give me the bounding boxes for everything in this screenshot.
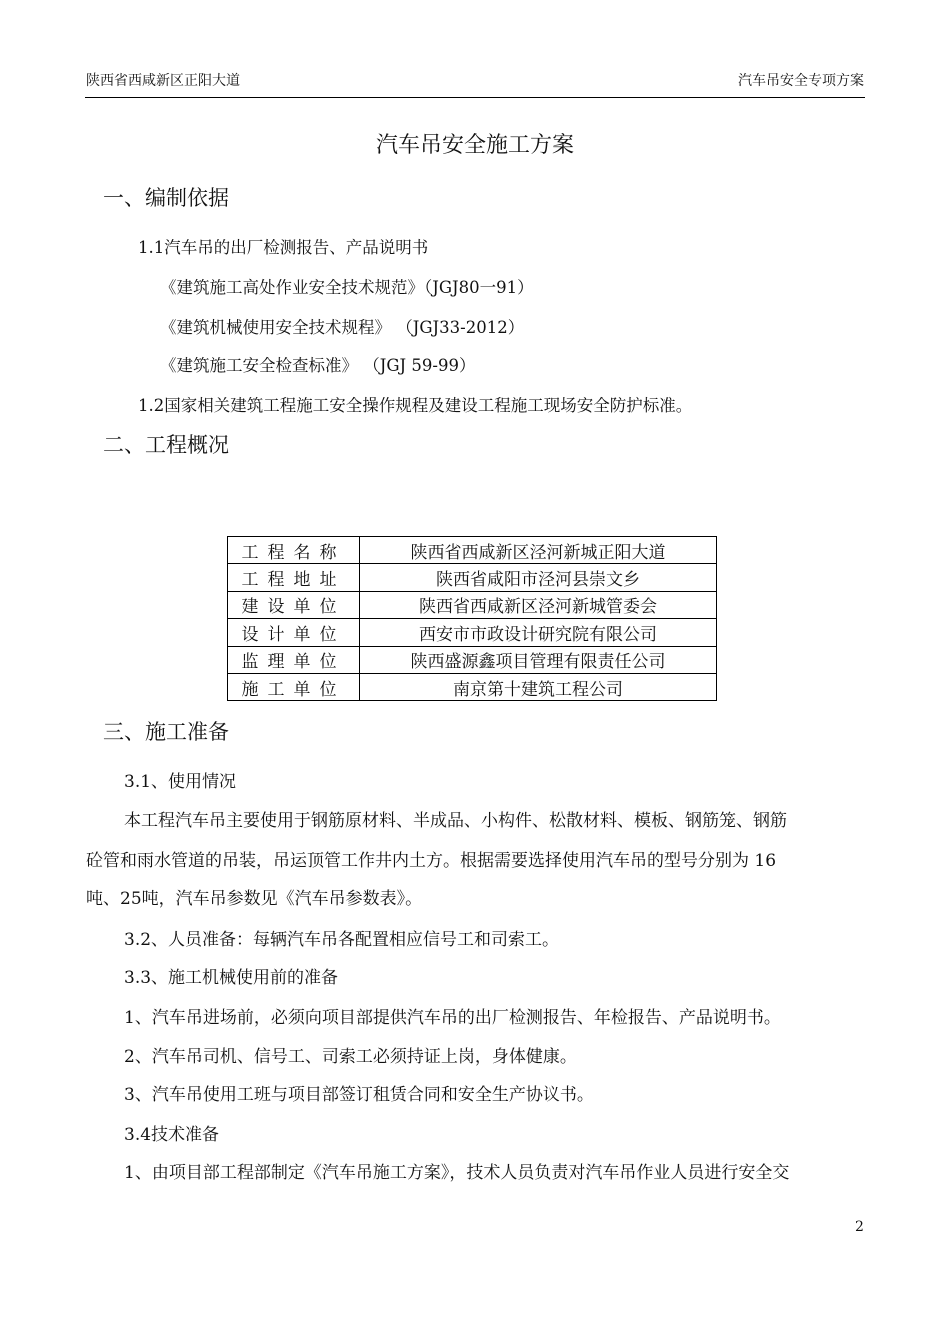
table-row [228, 564, 717, 591]
table-key: 工程地址 [228, 564, 360, 591]
list-item: 2、汽车吊司机、信号工、司索工必须持证上岗，身体健康。 [124, 1047, 577, 1067]
subsection-3-4: 3.4技术准备 [124, 1125, 220, 1145]
project-info-table [227, 536, 717, 701]
subsection-3-2: 3.2、人员准备：每辆汽车吊各配置相应信号工和司索工。 [124, 930, 560, 950]
section1-item: 1.1汽车吊的出厂检测报告、产品说明书 [138, 238, 429, 257]
table-key: 设计单位 [228, 619, 360, 646]
table-value: 陕西省咸阳市泾河县崇文乡 [360, 564, 717, 591]
table-row [228, 673, 717, 700]
table-key: 监理单位 [228, 646, 360, 673]
table-value: 南京第十建筑工程公司 [360, 673, 717, 700]
table-value: 陕西省西咸新区泾河新城正阳大道 [360, 537, 717, 564]
header-left: 陕西省西咸新区正阳大道 [86, 73, 240, 89]
section1-item: 《建筑施工安全检查标准》 （JGJ 59-99） [160, 356, 476, 375]
table-row [228, 591, 717, 618]
table-key: 工程名称 [228, 537, 360, 564]
section1-item: 《建筑施工高处作业安全技术规范》（JGJ80一91） [160, 278, 534, 297]
list-item: 1、汽车吊进场前，必须向项目部提供汽车吊的出厂检测报告、年检报告、产品说明书。 [124, 1008, 781, 1028]
paragraph-line: 本工程汽车吊主要使用于钢筋原材料、半成品、小构件、松散材料、模板、钢筋笼、钢筋 [124, 811, 787, 831]
section1-heading: 一、编制依据 [103, 186, 229, 210]
table-value: 陕西盛源鑫项目管理有限责任公司 [360, 646, 717, 673]
paragraph-line: 砼管和雨水管道的吊装，吊运顶管工作井内土方。根据需要选择使用汽车吊的型号分别为 16 [86, 851, 777, 871]
table-key: 建设单位 [228, 591, 360, 618]
section3-heading: 三、施工准备 [103, 720, 229, 744]
paragraph-line: 吨、25吨，汽车吊参数见《汽车吊参数表》。 [86, 889, 423, 909]
list-item: 3、汽车吊使用工班与项目部签订租赁合同和安全生产协议书。 [124, 1085, 594, 1105]
table-key: 施工单位 [228, 673, 360, 700]
list-item: 1、由项目部工程部制定《汽车吊施工方案》，技术人员负责对汽车吊作业人员进行安全交 [124, 1163, 790, 1183]
table-value: 西安市市政设计研究院有限公司 [360, 619, 717, 646]
section2-heading: 二、工程概况 [103, 433, 229, 457]
table-row [228, 646, 717, 673]
section1-item: 1.2国家相关建筑工程施工安全操作规程及建设工程施工现场安全防护标准。 [138, 396, 693, 415]
header-right: 汽车吊安全专项方案 [738, 73, 864, 89]
subsection-3-1: 3.1、使用情况 [124, 772, 237, 792]
table-value: 陕西省西咸新区泾河新城管委会 [360, 591, 717, 618]
header-rule [85, 97, 865, 98]
section1-item: 《建筑机械使用安全技术规程》 （JGJ33-2012） [160, 318, 525, 337]
subsection-3-3: 3.3、施工机械使用前的准备 [124, 968, 339, 988]
page-title: 汽车吊安全施工方案 [375, 133, 574, 158]
page-number: 2 [855, 1219, 864, 1235]
table-row [228, 537, 717, 564]
table-row [228, 619, 717, 646]
